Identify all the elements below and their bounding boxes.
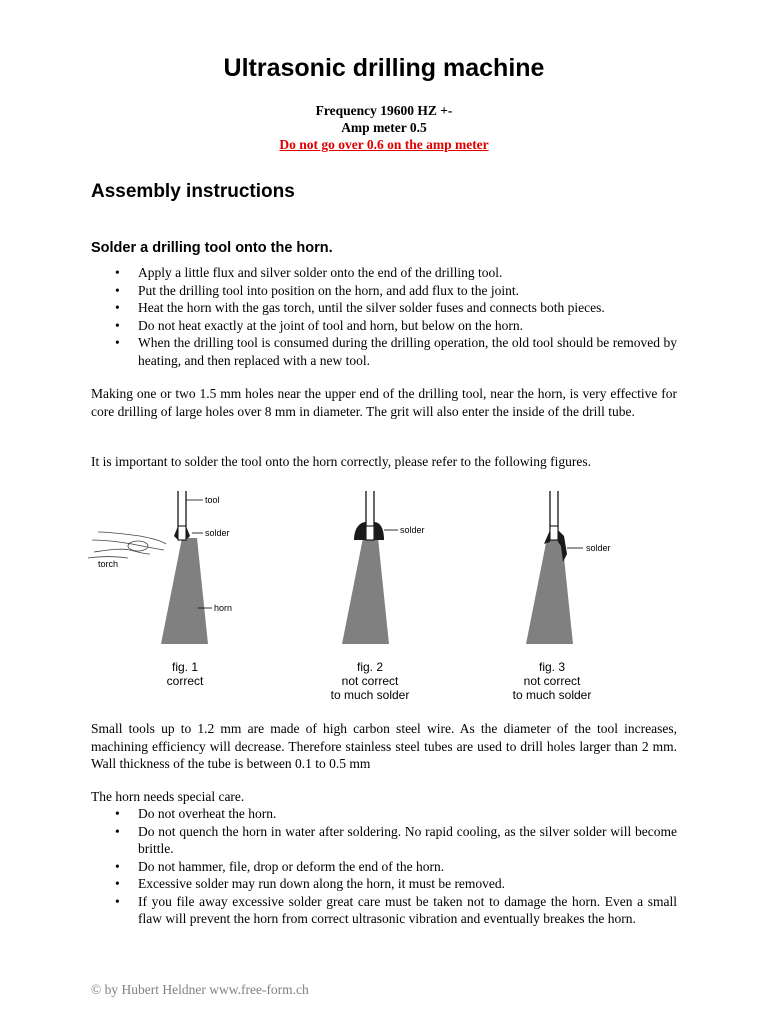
figure-2-name: fig. 2 bbox=[356, 660, 383, 674]
list-item: • When the drilling tool is consumed during the drilling operation, the old tool should be removed by heating, and then replaced with a new tool. bbox=[91, 334, 677, 369]
solder-figures bbox=[80, 488, 700, 708]
figure-1-name: fig. 1 bbox=[171, 660, 198, 674]
list-item: • Excessive solder may run down along the horn, it must be removed. bbox=[91, 875, 677, 893]
label-solder-1: solder bbox=[205, 528, 230, 538]
list-item: • Do not heat exactly at the joint of tool and horn, but below on the horn. bbox=[91, 317, 677, 335]
list-item: • Do not overheat the horn. bbox=[91, 805, 677, 823]
paragraph-refer: It is important to solder the tool onto the horn correctly, please refer to the following figures. bbox=[91, 454, 591, 469]
list-item: • Apply a little flux and silver solder onto the end of the drilling tool. bbox=[91, 264, 677, 282]
horn-care-list bbox=[91, 805, 677, 928]
subsection-title: Solder a drilling tool onto the horn. bbox=[91, 240, 333, 256]
list-item: • Heat the horn with the gas torch, until the silver solder fuses and connects both pieces. bbox=[91, 299, 677, 317]
figure-1-status: correct bbox=[166, 674, 204, 688]
solder-shape bbox=[354, 522, 366, 540]
horn-care-intro: The horn needs special care. bbox=[91, 789, 245, 804]
paragraph-tools: Small tools up to 1.2 mm are made of high carbon steel wire. As the diameter of the tool increases, machining efficiency will decrease. Therefore stainless steel tubes are used to drill holes larger than 2 mm. Wall thickness of the tube is between 0.1 to 0.5 mm bbox=[91, 721, 677, 771]
label-horn: horn bbox=[214, 603, 233, 613]
label-torch: torch bbox=[98, 559, 119, 569]
page-title: Ultrasonic drilling machine bbox=[223, 54, 545, 82]
footer-credit: © by Hubert Heldner www.free-form.ch bbox=[91, 982, 309, 997]
amp-meter-spec: Amp meter 0.5 bbox=[341, 120, 427, 135]
horn-shape bbox=[161, 538, 208, 644]
figure-3-status: not correct bbox=[523, 674, 581, 688]
figure-3-drawing bbox=[526, 491, 583, 644]
label-solder-3: solder bbox=[586, 543, 611, 553]
figure-1-caption bbox=[115, 660, 255, 688]
figure-2-drawing bbox=[342, 491, 398, 644]
section-title: Assembly instructions bbox=[91, 181, 295, 202]
solder-steps-list bbox=[91, 264, 677, 369]
list-item: • Do not hammer, file, drop or deform the end of the horn. bbox=[91, 858, 677, 876]
list-item: • Do not quench the horn in water after soldering. No rapid cooling, as the silver solder will become brittle. bbox=[91, 823, 677, 858]
figure-2-reason: to much solder bbox=[330, 688, 410, 702]
figure-2-status: not correct bbox=[341, 674, 399, 688]
figure-2-caption bbox=[300, 660, 440, 702]
figure-3-reason: to much solder bbox=[512, 688, 592, 702]
paragraph-holes: Making one or two 1.5 mm holes near the upper end of the drilling tool, near the horn, is very effective for core drilling of large holes over 8 mm in diameter. The grit will also enter the inside of the drill tube. bbox=[91, 386, 677, 419]
horn-shape bbox=[342, 538, 389, 644]
figure-3-name: fig. 3 bbox=[538, 660, 565, 674]
amp-warning: Do not go over 0.6 on the amp meter bbox=[279, 137, 489, 152]
label-solder-2: solder bbox=[400, 525, 425, 535]
label-tool: tool bbox=[205, 495, 220, 505]
solder-shape bbox=[174, 526, 178, 540]
list-item: • If you file away excessive solder great care must be taken not to damage the horn. Even a small flaw will prevent the horn from correct ultrasonic vibration and eventually breakes the horn. bbox=[91, 893, 677, 928]
solder-shape bbox=[544, 530, 550, 544]
list-item: • Put the drilling tool into position on the horn, and add flux to the joint. bbox=[91, 282, 677, 300]
figure-3-caption bbox=[482, 660, 622, 702]
frequency-spec: Frequency 19600 HZ +- bbox=[315, 103, 453, 118]
